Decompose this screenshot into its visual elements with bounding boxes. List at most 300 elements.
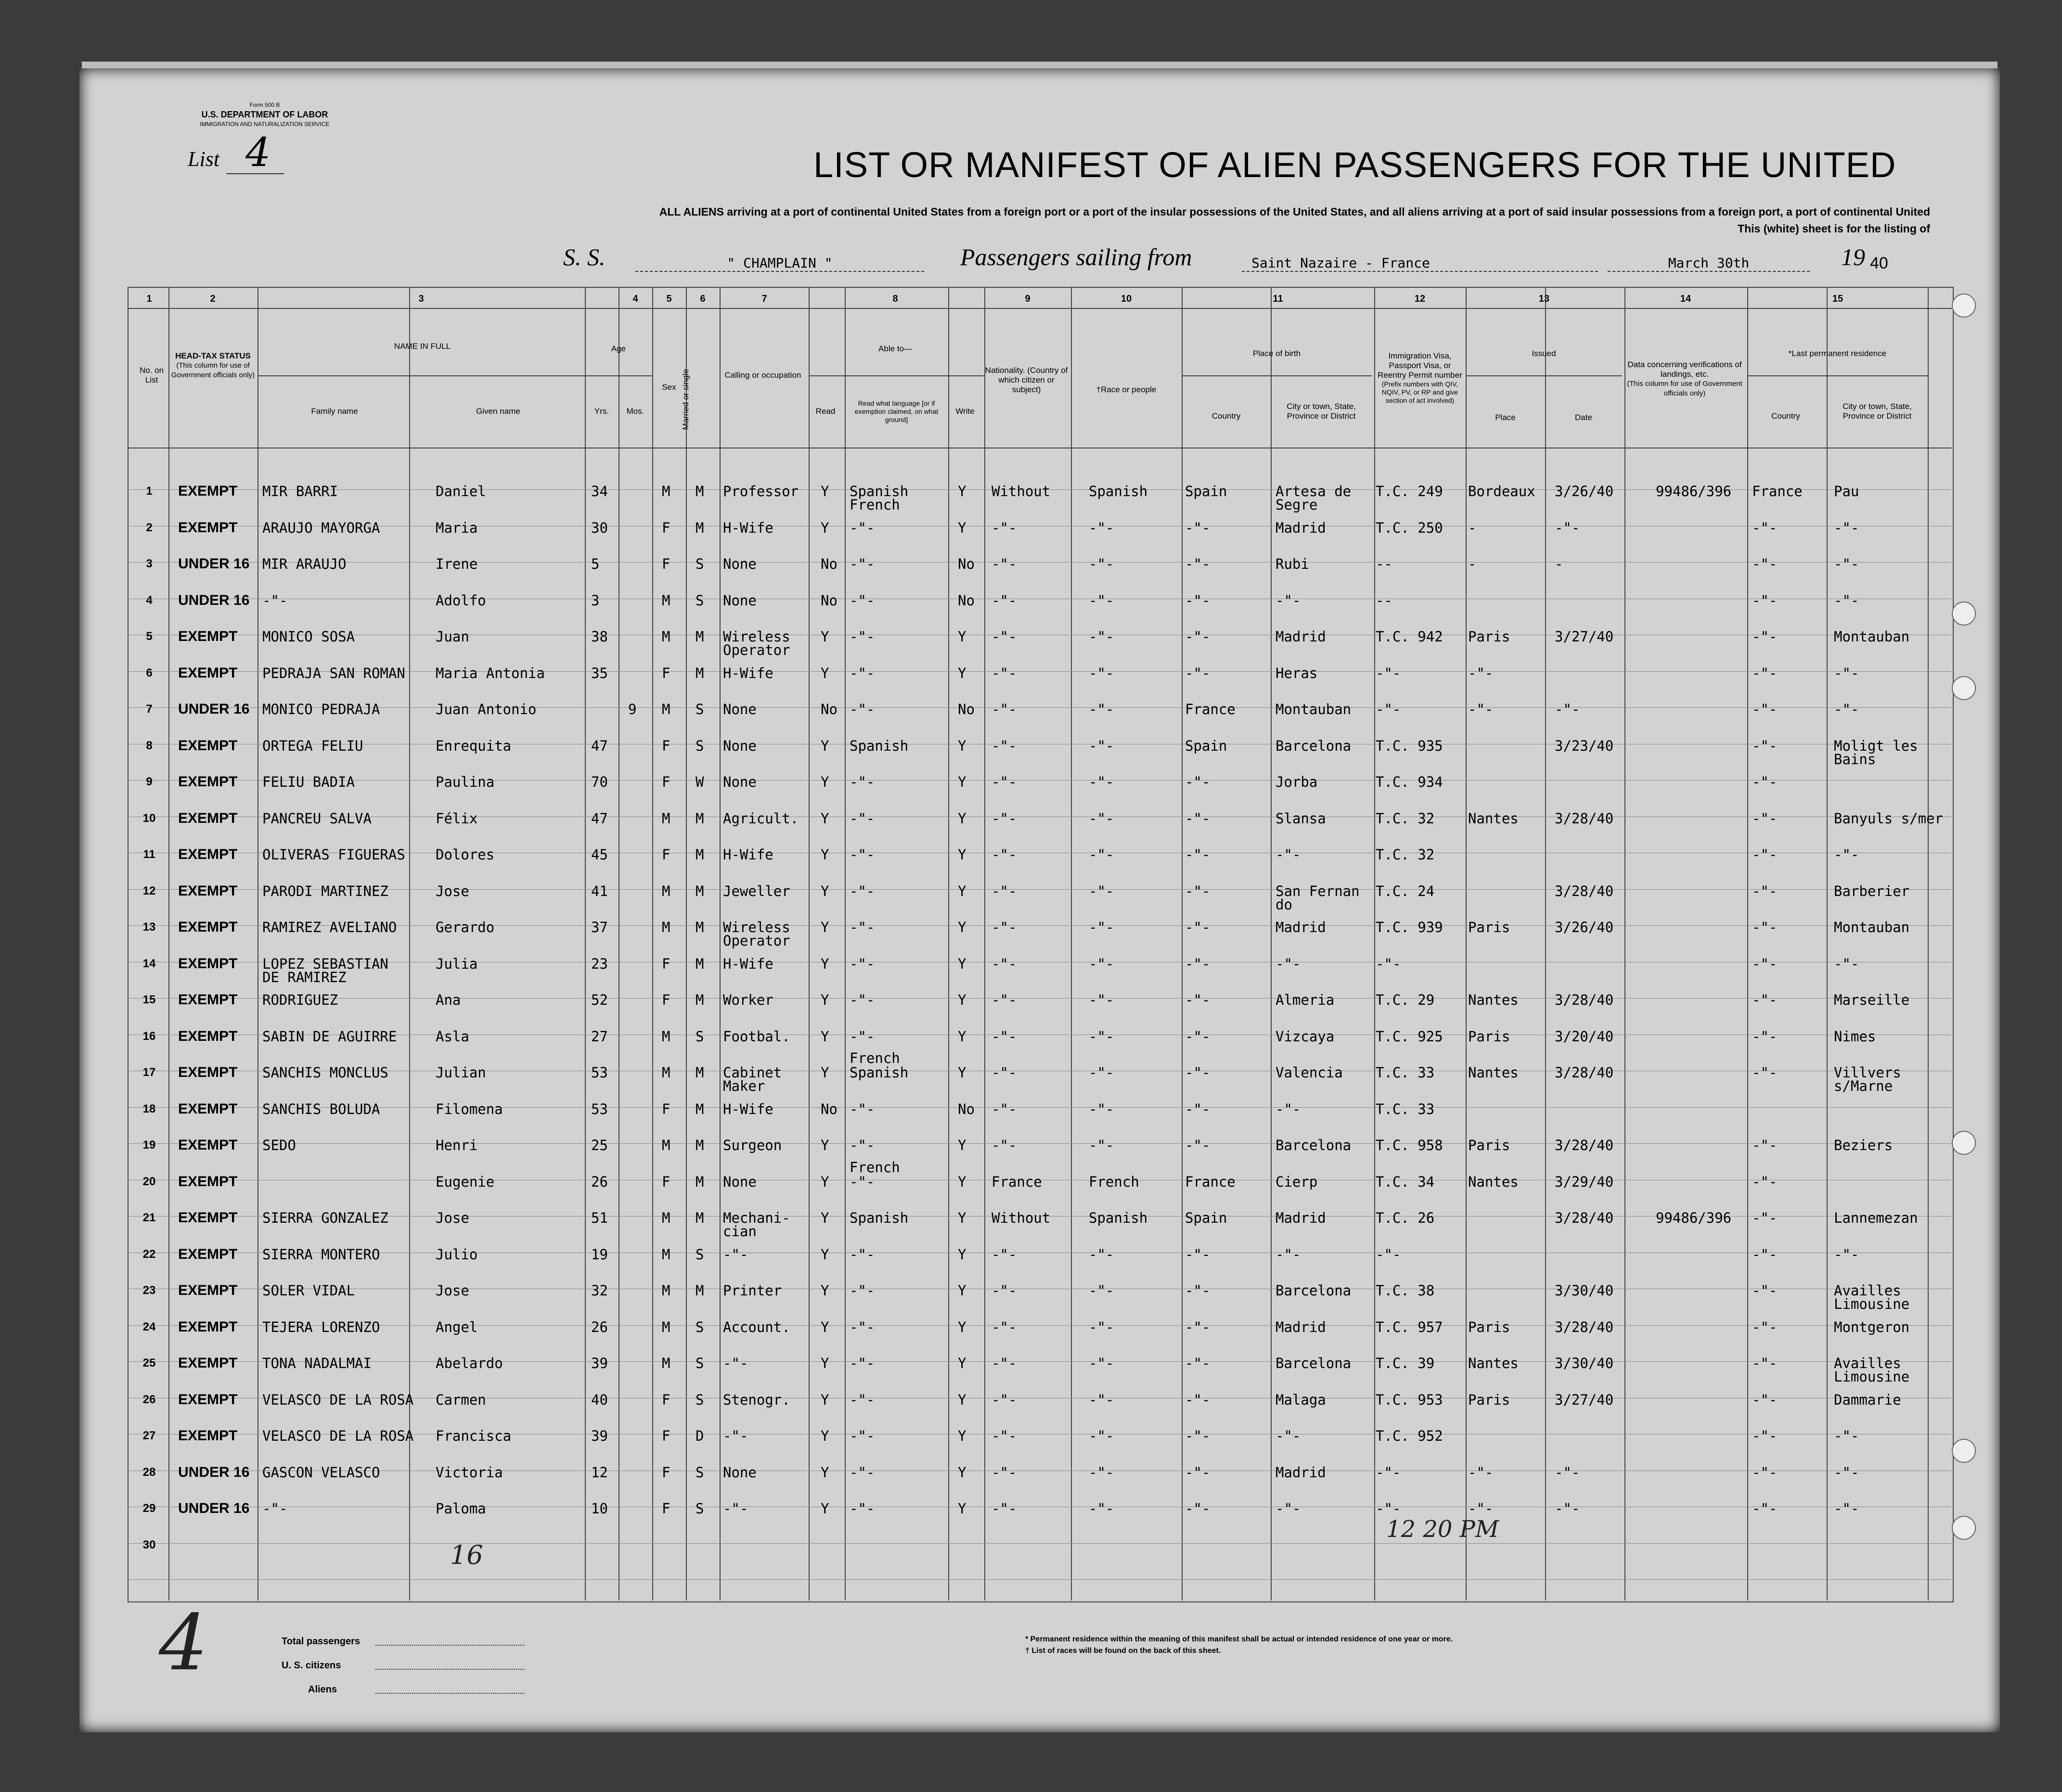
cell-family: MONICO PEDRAJA — [262, 701, 380, 717]
cell-nat: -"- — [992, 1246, 1017, 1263]
cell-yrs: 10 — [591, 1500, 608, 1517]
header-lr-country: Country — [1771, 411, 1800, 421]
cell-lrc: -"- — [1752, 1355, 1778, 1371]
cell-write: Y — [958, 483, 967, 499]
cell-date: 3/28/40 — [1555, 1137, 1614, 1153]
header-nationality: Nationality. (Country of which citizen or subject) — [985, 366, 1068, 394]
cell-lang: -"- — [850, 1137, 875, 1153]
cell-lang: Spanish — [850, 737, 909, 754]
cell-nat: -"- — [992, 1391, 1017, 1408]
cell-ms: S — [696, 737, 704, 754]
cell-place: - — [1468, 519, 1477, 536]
cell-ms: M — [696, 919, 704, 935]
cell-family-line2: DE RAMIREZ — [262, 969, 347, 986]
cell-lrc: -"- — [1752, 1137, 1778, 1153]
cell-no: 26 — [142, 1393, 156, 1406]
cell-sex: M — [662, 1246, 670, 1263]
cell-place: Paris — [1468, 1028, 1510, 1045]
header-issued-place: Place — [1495, 413, 1516, 422]
cell-country: -"- — [1185, 665, 1211, 681]
binder-hole — [1952, 294, 1976, 318]
cell-date: 3/27/40 — [1555, 1391, 1614, 1408]
cell-family: MONICO SOSA — [262, 628, 355, 645]
cell-lang: -"- — [850, 628, 875, 645]
cell-occ: Stenogr. — [723, 1391, 790, 1408]
cell-country: France — [1185, 1173, 1236, 1190]
cell-lrcity2: Bains — [1834, 751, 1876, 768]
cell-lang: -"- — [850, 592, 875, 609]
cell-city: -"- — [1276, 1246, 1301, 1263]
cell-lrcity: Moligt les — [1834, 737, 1918, 754]
cell-tax: UNDER 16 — [178, 556, 250, 572]
cell-sex: F — [662, 519, 670, 536]
cell-city: Jorba — [1276, 774, 1318, 790]
cell-lang: -"- — [850, 556, 875, 572]
cell-read: Y — [821, 774, 829, 790]
cell-sex: F — [662, 1464, 670, 1481]
header-read: Read — [815, 407, 836, 416]
cell-race: -"- — [1089, 1500, 1114, 1517]
cell-country: -"- — [1185, 1500, 1211, 1517]
cell-city: -"- — [1276, 1428, 1301, 1444]
cell-no: 30 — [142, 1538, 156, 1551]
cell-family: VELASCO DE LA ROSA — [262, 1391, 414, 1408]
cell-race: -"- — [1089, 737, 1114, 754]
cell-lang: Spanish — [850, 1210, 909, 1226]
cell-yrs: 30 — [591, 519, 608, 536]
cell-lang: -"- — [850, 992, 875, 1008]
header-name-in-full: NAME IN FULL — [394, 342, 451, 351]
cell-city: Madrid — [1276, 519, 1326, 536]
cell-nat: Without — [992, 483, 1051, 499]
cell-lang: -"- — [850, 701, 875, 717]
binder-hole — [1952, 676, 1976, 700]
cell-city: Barcelona — [1276, 1282, 1352, 1299]
cell-write: Y — [958, 519, 967, 536]
cell-lang: -"- — [850, 1428, 875, 1444]
footer-note-residence: * Permanent residence within the meaning of this manifest shall be actual or intended residence of one year or more. — [1025, 1635, 1453, 1643]
cell-lrc: -"- — [1752, 1173, 1778, 1190]
cell-tax: EXEMPT — [178, 1210, 238, 1226]
footer-us-line — [375, 1669, 525, 1670]
cell-lrc: -"- — [1752, 701, 1778, 717]
cell-no: 6 — [146, 666, 153, 679]
header-sex: Sex — [662, 383, 676, 392]
cell-country: -"- — [1185, 1391, 1211, 1408]
cell-nat: -"- — [992, 701, 1017, 717]
cell-date: 3/28/40 — [1555, 1064, 1614, 1081]
cell-visa: T.C. 925 — [1376, 1028, 1443, 1045]
cell-race: -"- — [1089, 1282, 1114, 1299]
cell-race: -"- — [1089, 1428, 1114, 1444]
cell-no: 16 — [142, 1029, 156, 1043]
cell-write: Y — [958, 774, 967, 790]
cell-lrcity: -"- — [1834, 519, 1859, 536]
cell-yrs: 39 — [591, 1355, 608, 1371]
cell-sex: M — [662, 1028, 670, 1045]
cell-ms: S — [696, 1355, 704, 1371]
cell-visa: T.C. 33 — [1376, 1101, 1435, 1117]
cell-visa: T.C. 32 — [1376, 810, 1435, 827]
cell-no: 15 — [142, 993, 156, 1006]
cell-nat: -"- — [992, 556, 1017, 572]
cell-nat: -"- — [992, 774, 1017, 790]
cell-city: -"- — [1276, 1500, 1301, 1517]
cell-race: -"- — [1089, 1028, 1114, 1045]
cell-no: 17 — [142, 1066, 156, 1079]
cell-visa: T.C. 957 — [1376, 1318, 1443, 1335]
cell-nat: France — [992, 1173, 1042, 1190]
cell-place: Nantes — [1468, 1173, 1519, 1190]
cell-tax: EXEMPT — [178, 1318, 238, 1335]
cell-visa: T.C. 952 — [1376, 1428, 1443, 1444]
cell-no: 21 — [142, 1211, 156, 1224]
cell-occ: Jeweller — [723, 883, 790, 899]
cell-visa: -- — [1376, 592, 1392, 609]
cell-city: Madrid — [1276, 1318, 1326, 1335]
cell-lrc: -"- — [1752, 1246, 1778, 1263]
cell-visa: T.C. 38 — [1376, 1282, 1435, 1299]
header-head-tax-title: HEAD-TAX STATUS — [175, 351, 251, 360]
cell-family: SEDO — [262, 1137, 296, 1153]
column-divider — [1466, 287, 1467, 1600]
column-divider — [948, 287, 949, 1600]
cell-race: -"- — [1089, 1064, 1114, 1081]
cell-lang: -"- — [850, 1355, 875, 1371]
cell-lang: -"- — [850, 1282, 875, 1299]
cell-visa: -"- — [1376, 665, 1401, 681]
cell-lang-above: French — [850, 1159, 900, 1176]
cell-country: -"- — [1185, 810, 1211, 827]
cell-country: -"- — [1185, 1464, 1211, 1481]
cell-country: Spain — [1185, 483, 1227, 499]
cell-ms: S — [696, 1318, 704, 1335]
header-race: †Race or people — [1096, 385, 1157, 394]
cell-read: Y — [821, 665, 829, 681]
cell-ms: M — [696, 992, 704, 1008]
cell-lrc: -"- — [1752, 919, 1778, 935]
cell-tax: EXEMPT — [178, 1428, 238, 1444]
cell-yrs: 38 — [591, 628, 608, 645]
cell-lrcity: -"- — [1834, 701, 1859, 717]
cell-read: Y — [821, 519, 829, 536]
cell-yrs: 39 — [591, 1428, 608, 1444]
cell-sex: M — [662, 1355, 670, 1371]
cell-visa: -- — [1376, 556, 1392, 572]
cell-read: Y — [821, 483, 829, 499]
cell-country: -"- — [1185, 1355, 1211, 1371]
cell-given: Julia — [436, 955, 478, 972]
column-number: 10 — [1121, 294, 1132, 304]
cell-occ: -"- — [723, 1428, 748, 1444]
header-able-to: Able to— — [878, 344, 912, 353]
cell-ms: M — [696, 483, 704, 499]
cell-ms: M — [696, 628, 704, 645]
cell-occ: None — [723, 592, 757, 609]
cell-tax: EXEMPT — [178, 1173, 238, 1190]
cell-given: Adolfo — [436, 592, 486, 609]
cell-lrc: -"- — [1752, 1282, 1778, 1299]
page-edge — [82, 62, 1998, 68]
cell-yrs: 26 — [591, 1318, 608, 1335]
header-separator — [128, 308, 1952, 309]
column-number: 14 — [1680, 294, 1691, 304]
cell-write: Y — [958, 1210, 967, 1226]
column-divider — [1827, 287, 1828, 1600]
cell-given: Francisca — [436, 1428, 512, 1444]
binder-hole — [1952, 1516, 1976, 1540]
row-rule — [128, 780, 1952, 781]
cell-sex: F — [662, 846, 670, 863]
cell-no: 3 — [146, 557, 153, 570]
cell-date: 3/28/40 — [1555, 883, 1614, 899]
cell-visa: T.C. 250 — [1376, 519, 1443, 536]
cell-occ: Printer — [723, 1282, 782, 1299]
column-divider — [1928, 287, 1929, 1600]
cell-no: 8 — [146, 739, 153, 752]
cell-family: SANCHIS BOLUDA — [262, 1101, 380, 1117]
cell-nat: -"- — [992, 846, 1017, 863]
department-name: U.S. DEPARTMENT OF LABOR — [201, 110, 328, 119]
cell-city: -"- — [1276, 1101, 1301, 1117]
cell-date: 3/23/40 — [1555, 737, 1614, 754]
cell-occ: None — [723, 1464, 757, 1481]
cell-occ: H-Wife — [723, 519, 773, 536]
cell-lang-above: French — [850, 1050, 900, 1066]
cell-yrs: 32 — [591, 1282, 608, 1299]
cell-write: No — [958, 592, 975, 609]
cell-tax: UNDER 16 — [178, 592, 250, 608]
cell-visa: T.C. 24 — [1376, 883, 1435, 899]
cell-family: TONA NADALMAI — [262, 1355, 372, 1371]
cell-country: -"- — [1185, 628, 1211, 645]
cell-date: 3/29/40 — [1555, 1173, 1614, 1190]
cell-ms: M — [696, 955, 704, 972]
cell-read: No — [821, 592, 838, 609]
column-divider — [1271, 287, 1272, 1600]
cell-tax: EXEMPT — [178, 665, 238, 681]
header-visa-note: (Prefix numbers with QIV, NQIV, PV, or RP and give section of act involved) — [1381, 380, 1458, 404]
cell-lang: -"- — [850, 665, 875, 681]
cell-visa: T.C. 39 — [1376, 1355, 1435, 1371]
cell-given: Jose — [436, 883, 469, 899]
header-data-note: (This column for use of Government officials only) — [1627, 380, 1742, 397]
year-suffix: 40 — [1870, 254, 1888, 272]
cell-yrs: 40 — [591, 1391, 608, 1408]
cell-lrc: -"- — [1752, 1428, 1778, 1444]
cell-city: Madrid — [1276, 919, 1326, 935]
cell-visa: T.C. 939 — [1376, 919, 1443, 935]
row-rule — [128, 1361, 1952, 1362]
cell-family: PARODI MARTINEZ — [262, 883, 388, 899]
cell-given: Asla — [436, 1028, 469, 1045]
subheader-separator — [809, 375, 984, 376]
cell-lang: -"- — [850, 1318, 875, 1335]
header-data-title: Data concerning verifications of landings, etc. — [1627, 360, 1742, 379]
header-no-on-list: No. on List — [139, 366, 164, 384]
column-divider — [585, 287, 586, 1600]
cell-yrs: 45 — [591, 846, 608, 863]
cell-sex: F — [662, 992, 670, 1008]
cell-ms: S — [696, 701, 704, 717]
cell-date: -"- — [1555, 1464, 1580, 1481]
cell-ms: M — [696, 810, 704, 827]
cell-country: -"- — [1185, 1428, 1211, 1444]
cell-sex: F — [662, 1101, 670, 1117]
cell-no: 27 — [142, 1429, 156, 1442]
cell-city: Vizcaya — [1276, 1028, 1335, 1045]
cell-date: 3/28/40 — [1555, 1210, 1614, 1226]
cell-read: Y — [821, 1428, 829, 1444]
cell-family: SANCHIS MONCLUS — [262, 1064, 388, 1081]
cell-write: Y — [958, 883, 967, 899]
cell-city: San Fernan — [1276, 883, 1360, 899]
cell-lang: -"- — [850, 846, 875, 863]
cell-lang: -"- — [850, 955, 875, 972]
cell-sex: M — [662, 1318, 670, 1335]
cell-family: VELASCO DE LA ROSA — [262, 1428, 414, 1444]
cell-ms: M — [696, 1064, 704, 1081]
row-rule — [128, 1325, 1952, 1326]
cell-read: Y — [821, 1210, 829, 1226]
cell-yrs: 35 — [591, 665, 608, 681]
cell-lrcity: -"- — [1834, 665, 1859, 681]
cell-nat: -"- — [992, 1137, 1017, 1153]
cell-family: OLIVERAS FIGUERAS — [262, 846, 405, 863]
cell-place: Nantes — [1468, 1064, 1519, 1081]
cell-read: Y — [821, 919, 829, 935]
header-mos: Mos. — [626, 407, 644, 416]
column-number: 4 — [632, 294, 638, 304]
cell-yrs: 26 — [591, 1173, 608, 1190]
cell-nat: Without — [992, 1210, 1051, 1226]
cell-write: Y — [958, 1064, 967, 1081]
cell-place: Bordeaux — [1468, 483, 1535, 499]
binder-hole — [1952, 1131, 1976, 1155]
cell-write: Y — [958, 955, 967, 972]
cell-lrc: -"- — [1752, 592, 1778, 609]
cell-place: -"- — [1468, 1464, 1494, 1481]
cell-family: GASCON VELASCO — [262, 1464, 380, 1481]
cell-tax: EXEMPT — [178, 955, 238, 972]
cell-tax: EXEMPT — [178, 992, 238, 1008]
cell-country: -"- — [1185, 1246, 1211, 1263]
cell-lrc: -"- — [1752, 665, 1778, 681]
footer-aliens: Aliens — [308, 1684, 337, 1695]
cell-read: Y — [821, 1137, 829, 1153]
cell-visa: -"- — [1376, 1246, 1401, 1263]
cell-given: Victoria — [436, 1464, 503, 1481]
cell-lrcity2: s/Marne — [1834, 1078, 1893, 1094]
cell-sex: M — [662, 1210, 670, 1226]
cell-occ: None — [723, 1173, 757, 1190]
cell-sex: F — [662, 1173, 670, 1190]
cell-occ2: Maker — [723, 1078, 765, 1094]
cell-family: -"- — [262, 1500, 288, 1517]
cell-sex: F — [662, 774, 670, 790]
cell-family: RODRIGUEZ — [262, 992, 338, 1008]
cell-write: Y — [958, 1464, 967, 1481]
cell-place: -"- — [1468, 1500, 1494, 1517]
cell-sex: M — [662, 919, 670, 935]
cell-visa: T.C. 29 — [1376, 992, 1435, 1008]
cell-lang: -"- — [850, 883, 875, 899]
cell-city2: do — [1276, 896, 1292, 913]
cell-yrs: 47 — [591, 737, 608, 754]
cell-city: Barcelona — [1276, 1355, 1352, 1371]
cell-write: Y — [958, 919, 967, 935]
column-divider — [1747, 287, 1748, 1600]
cell-ms: S — [696, 592, 704, 609]
header-last-residence: *Last permanent residence — [1788, 349, 1887, 358]
cell-city: Artesa de — [1276, 483, 1352, 499]
cell-occ: Surgeon — [723, 1137, 782, 1153]
cell-given: Abelardo — [436, 1355, 503, 1371]
cell-visa: -"- — [1376, 955, 1401, 972]
cell-given: Ana — [436, 992, 461, 1008]
sailing-label: Passengers sailing from — [960, 243, 1192, 270]
cell-city: Cierp — [1276, 1173, 1318, 1190]
cell-place: Paris — [1468, 1137, 1510, 1153]
column-number: 9 — [1025, 294, 1031, 304]
cell-race: -"- — [1089, 919, 1114, 935]
cell-lrc: -"- — [1752, 737, 1778, 754]
cell-no: 7 — [146, 703, 153, 716]
cell-city: Montauban — [1276, 701, 1352, 717]
cell-date: 3/26/40 — [1555, 919, 1614, 935]
cell-sex: F — [662, 955, 670, 972]
cell-ms: M — [696, 519, 704, 536]
cell-ms: M — [696, 846, 704, 863]
cell-occ: Professor — [723, 483, 799, 499]
cell-country: -"- — [1185, 846, 1211, 863]
cell-lrc: France — [1752, 483, 1803, 499]
cell-nat: -"- — [992, 628, 1017, 645]
cell-write: Y — [958, 1246, 967, 1263]
cell-date: -"- — [1555, 519, 1580, 536]
column-divider — [1182, 287, 1183, 1600]
cell-occ: H-Wife — [723, 846, 773, 863]
header-married: Married or single — [681, 369, 690, 430]
cell-ms: S — [696, 1028, 704, 1045]
cell-read: No — [821, 556, 838, 572]
cell-date: 3/20/40 — [1555, 1028, 1614, 1045]
cell-city: -"- — [1276, 592, 1301, 609]
cell-given: Jose — [436, 1210, 469, 1226]
cell-sex: F — [662, 737, 670, 754]
cell-country: -"- — [1185, 556, 1211, 572]
cell-city: Rubi — [1276, 556, 1309, 572]
column-divider — [809, 287, 810, 1600]
header-visa-title: Immigration Visa, Passport Visa, or Reentry Permit number — [1378, 351, 1462, 380]
cell-yrs: 27 — [591, 1028, 608, 1045]
cell-occ: H-Wife — [723, 955, 773, 972]
cell-nat: -"- — [992, 1500, 1017, 1517]
cell-race: -"- — [1089, 628, 1114, 645]
cell-yrs: 19 — [591, 1246, 608, 1263]
cell-write: Y — [958, 810, 967, 827]
cell-race: -"- — [1089, 955, 1114, 972]
cell-yrs: 37 — [591, 919, 608, 935]
cell-family: RAMIREZ AVELIANO — [262, 919, 397, 935]
cell-lrcity: Availles — [1834, 1282, 1901, 1299]
header-birth-country: Country — [1211, 411, 1241, 421]
footer-aliens-line — [375, 1693, 525, 1694]
cell-visa: T.C. 935 — [1376, 737, 1443, 754]
cell-yrs: 41 — [591, 883, 608, 899]
cell-no: 12 — [142, 884, 156, 897]
cell-nat: -"- — [992, 955, 1017, 972]
